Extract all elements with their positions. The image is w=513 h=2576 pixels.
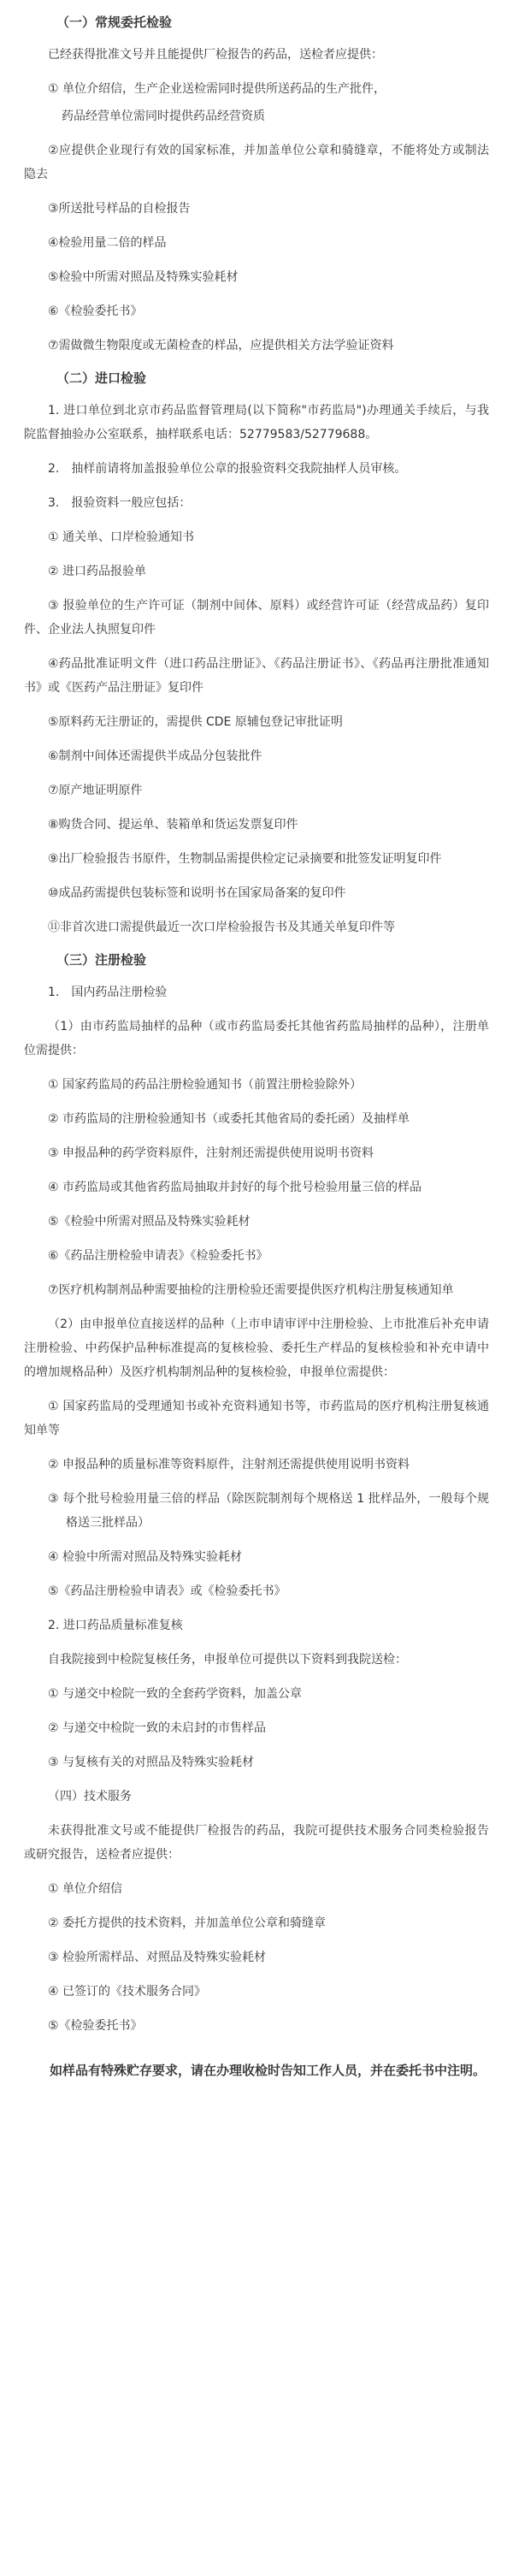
list-item: ⑥《药品注册检验申请表》《检验委托书》 xyxy=(48,1249,268,1263)
list-item: ⑨出厂检验报告书原件，生物制品需提供检定记录摘要和批签发证明复印件 xyxy=(48,852,442,866)
list-item: ① 与递交中检院一致的全套药学资料，加盖公章 xyxy=(48,1687,302,1701)
list-item: ② 进口药品报验单 xyxy=(48,565,147,578)
list-item: ⑦医疗机构制剂品种需要抽检的注册检验还需要提供医疗机构注册复核通知单 xyxy=(48,1283,454,1297)
paragraph: （1）由市药监局抽样的品种（或市药监局委托其他省药监局抽样的品种），注册单位需提供： xyxy=(24,1020,489,1057)
section-title-registration: （三）注册检验 xyxy=(56,952,147,968)
section-title-import: （二）进口检验 xyxy=(56,370,147,386)
list-item: ⑩成品药需提供包装标签和说明书在国家局备案的复印件 xyxy=(48,886,346,900)
list-item: ① 单位介绍信 xyxy=(48,1882,123,1896)
list-item: ⑤《检验委托书》 xyxy=(48,2019,143,2033)
list-item: ② 市药监局的注册检验通知书（或委托其他省局的委托函）及抽样单 xyxy=(48,1112,410,1126)
list-item: ④ 检验中所需对照品及特殊实验耗材 xyxy=(48,1550,243,1564)
list-item: ② 申报品种的质量标准等资料原件，注射剂还需提供使用说明书资料 xyxy=(48,1458,410,1472)
list-item: ④ 市药监局或其他省药监局抽取并封好的每个批号检验用量三倍的样品 xyxy=(48,1181,422,1194)
list-item: ③ 申报品种的药学资料原件，注射剂还需提供使用说明书资料 xyxy=(48,1146,374,1160)
paragraph: 已经获得批准文号并且能提供厂检报告的药品，送检者应提供： xyxy=(48,48,383,62)
list-item: ① 通关单、口岸检验通知书 xyxy=(48,530,195,544)
list-item: ③ 检验所需样品、对照品及特殊实验耗材 xyxy=(48,1951,266,1964)
list-item: ⑥《检验委托书》 xyxy=(48,305,143,318)
paragraph: 自我院接到中检院复核任务，申报单位可提供以下资料到我院送检： xyxy=(48,1653,407,1667)
paragraph: 2. 抽样前请将加盖报验单位公章的报验资料交我院抽样人员审核。 xyxy=(48,462,407,476)
list-item: ⑥制剂中间体还需提供半成品分包装批件 xyxy=(48,749,262,763)
list-item: ③ 与复核有关的对照品及特殊实验耗材 xyxy=(48,1756,254,1769)
list-item: ③ 每个批号检验用量三倍的样品（除医院制剂每个规格送 1 批样品外，一般每个规格送三批样品） xyxy=(48,1492,489,1530)
list-item: ① 单位介绍信，生产企业送检需同时提供所送药品的生产批件， xyxy=(48,82,386,96)
storage-note: 如样品有特殊贮存要求，请在办理收检时告知工作人员，并在委托书中注明。 xyxy=(50,2063,486,2078)
list-item: ② 与递交中检院一致的未启封的市售样品 xyxy=(48,1721,266,1735)
list-item: ④检验用量二倍的样品 xyxy=(48,236,167,250)
paragraph: 未获得批准文号或不能提供厂检报告的药品，我院可提供技术服务合同类检验报告或研究报告，送检者应提供： xyxy=(24,1824,489,1862)
list-item: ⑤《检验中所需对照品及特殊实验耗材 xyxy=(48,1215,251,1229)
paragraph: 1. 国内药品注册检验 xyxy=(48,986,168,999)
list-item: ③ 报验单位的生产许可证（制剂中间体、原料）或经营许可证（经营成品药）复印件、企业法人执照复印件 xyxy=(24,599,489,637)
list-item: ④药品批准证明文件（进口药品注册证》、《药品注册证书》、《药品再注册批准通知书》或《医药产品注册证》复印件 xyxy=(24,657,489,695)
list-item: ②应提供企业现行有效的国家标准，并加盖单位公章和骑缝章，不能将处方或制法隐去 xyxy=(24,144,489,181)
list-item: ⑦原产地证明原件 xyxy=(48,784,143,797)
list-item: ⑤《药品注册检验申请表》或《检验委托书》 xyxy=(48,1584,286,1598)
paragraph: （2）由申报单位直接送样的品种（上市申请审评中注册检验、上市批准后补充申请注册检验、中药保护品种标准提高的复核检验、委托生产样品的复核检验和补充申请中的增加规格品种）及医疗机构制剂品种的复核检验，申报单位需提供： xyxy=(24,1318,489,1379)
section-title-routine: （一）常规委托检验 xyxy=(56,15,173,30)
section-title-technical-service: （四）技术服务 xyxy=(48,1790,132,1803)
paragraph: 2. 进口药品质量标准复核 xyxy=(48,1619,183,1632)
paragraph: 1. 进口单位到北京市药品监督管理局(以下简称"市药监局")办理通关手续后，与我院监督抽验办公室联系，抽样联系电话：52779583/52779688。 xyxy=(24,404,489,441)
list-item: ⑪非首次进口需提供最近一次口岸检验报告书及其通关单复印件等 xyxy=(48,921,395,934)
list-item: ④ 已签订的《技术服务合同》 xyxy=(48,1985,207,1999)
list-item: ② 委托方提供的技术资料，并加盖单位公章和骑缝章 xyxy=(48,1916,326,1930)
paragraph: 3. 报验资料一般应包括： xyxy=(48,496,192,510)
list-item: ⑧购货合同、提运单、装箱单和货运发票复印件 xyxy=(48,818,298,832)
list-item-continuation: 药品经营单位需同时提供药品经营资质 xyxy=(62,110,265,123)
list-item: ⑤检验中所需对照品及特殊实验耗材 xyxy=(48,270,239,284)
list-item: ③所送批号样品的自检报告 xyxy=(48,202,191,216)
list-item: ⑦需做微生物限度或无菌检查的样品，应提供相关方法学验证资料 xyxy=(48,339,394,352)
list-item: ① 国家药监局的受理通知书或补充资料通知书等，市药监局的医疗机构注册复核通知单等 xyxy=(24,1400,489,1437)
list-item: ⑤原料药无注册证的，需提供 CDE 原辅包登记审批证明 xyxy=(48,715,343,729)
list-item: ① 国家药监局的药品注册检验通知书（前置注册检验除外） xyxy=(48,1078,362,1092)
